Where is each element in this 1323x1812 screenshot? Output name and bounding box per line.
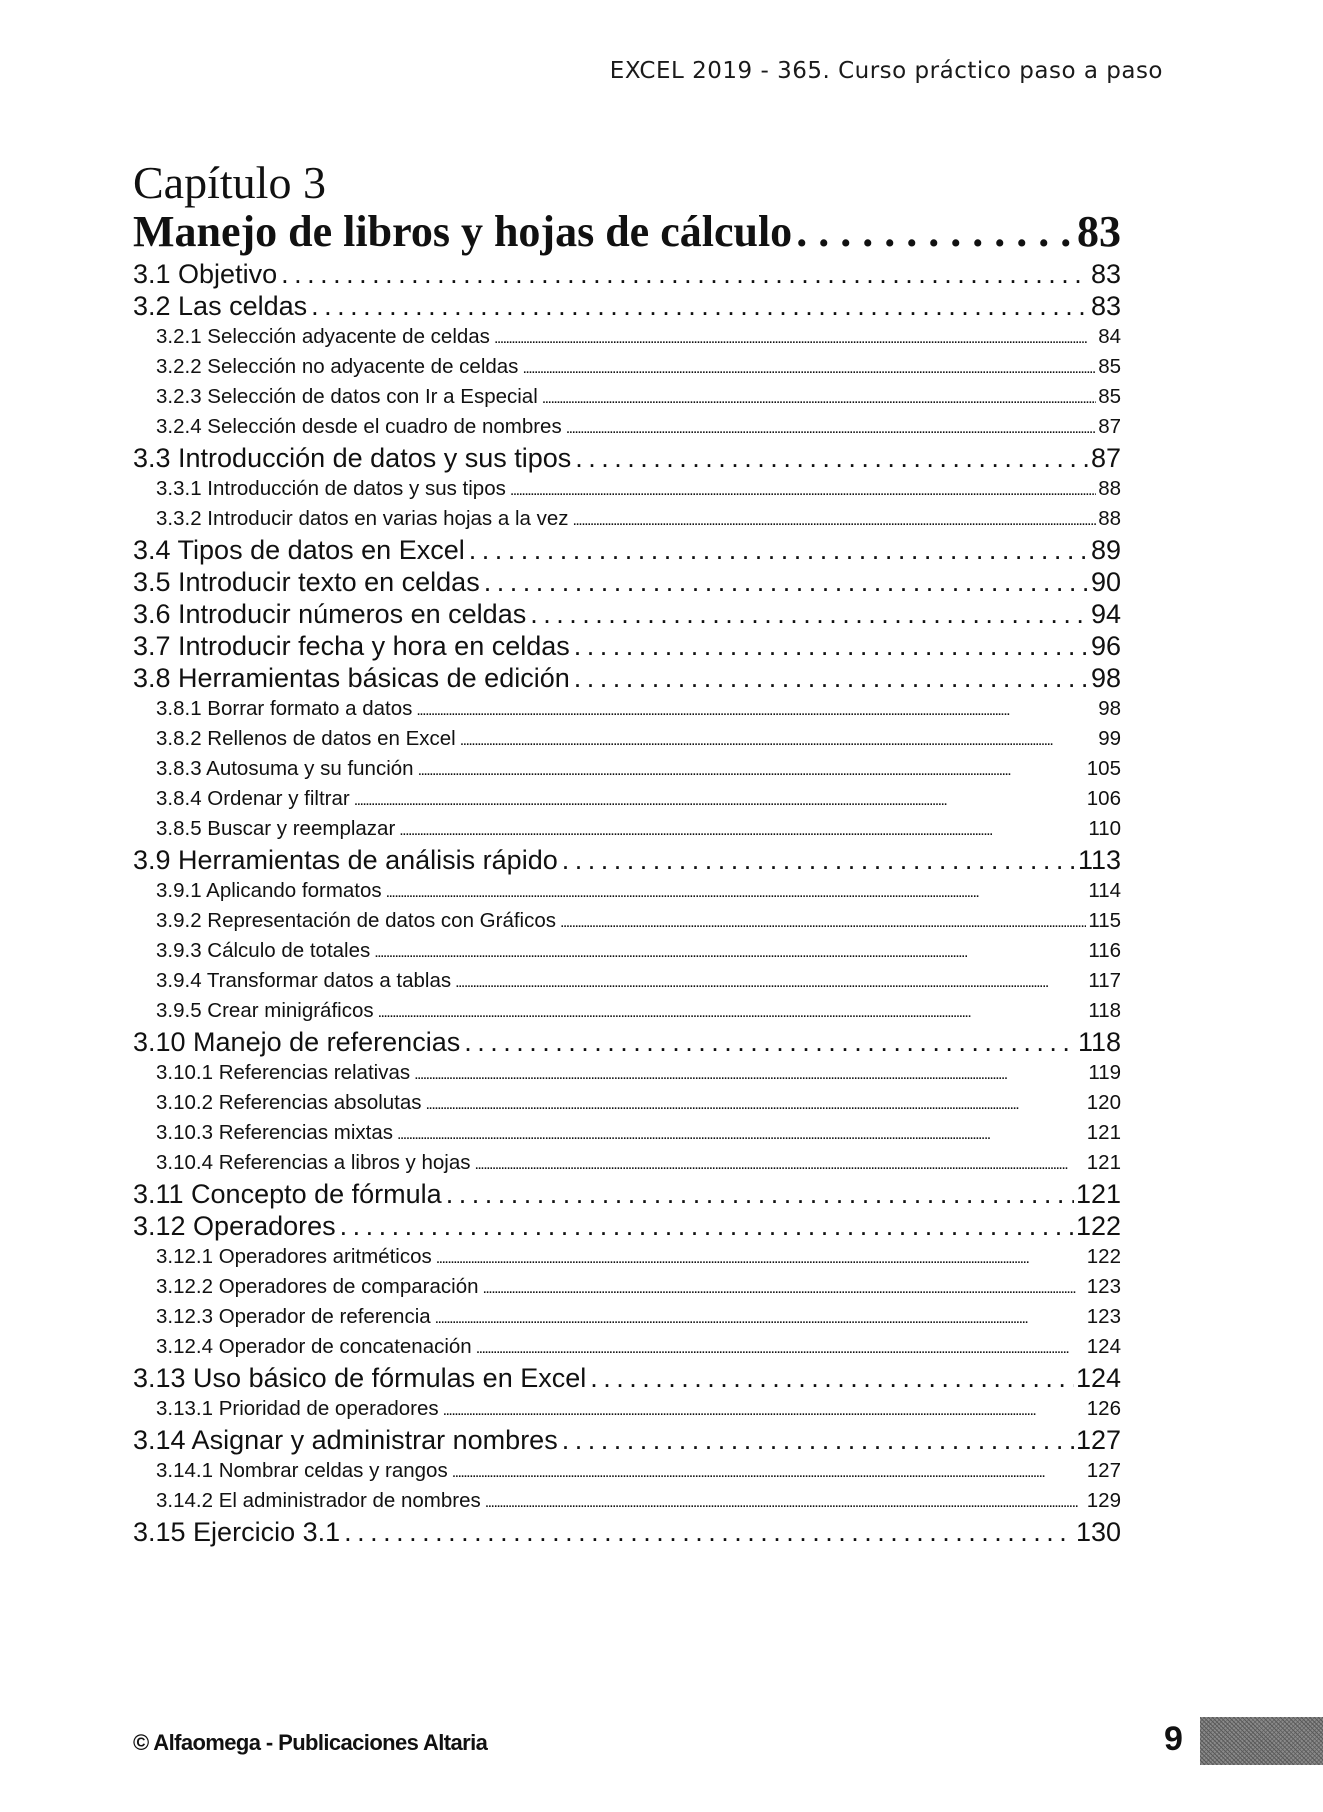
toc-subsection-entry bbox=[133, 1486, 1121, 1516]
toc-dot-leader bbox=[436, 1242, 1085, 1272]
toc-subsection-entry bbox=[133, 504, 1121, 534]
toc-dot-leader bbox=[281, 258, 1089, 290]
toc-subsection-entry bbox=[133, 1332, 1121, 1362]
toc-subsection-entry bbox=[133, 814, 1121, 844]
toc-entry-title: 3.8.1 Borrar formato a datos bbox=[156, 697, 413, 720]
toc-chapter-entry bbox=[133, 206, 1121, 258]
toc-entry-page: 83 bbox=[1090, 291, 1121, 321]
toc-subsection-entry bbox=[133, 412, 1121, 442]
toc-subsection-entry bbox=[133, 966, 1121, 996]
toc-dot-leader bbox=[475, 1148, 1085, 1178]
toc-dot-leader bbox=[476, 1332, 1085, 1362]
toc-entry-page: 117 bbox=[1088, 969, 1121, 992]
toc-entry-title: 3.12.4 Operador de concatenación bbox=[156, 1335, 472, 1358]
toc-entry-title: 3.8 Herramientas básicas de edición bbox=[133, 663, 570, 693]
toc-dot-leader bbox=[426, 1088, 1085, 1118]
toc-dot-leader bbox=[460, 724, 1096, 754]
toc-section-entry bbox=[133, 1178, 1121, 1210]
toc-dot-leader bbox=[464, 1026, 1076, 1058]
toc-entry-page: 121 bbox=[1086, 1151, 1121, 1174]
toc-dot-leader bbox=[484, 566, 1089, 598]
toc-dot-leader bbox=[311, 290, 1089, 322]
toc-entry-title: 3.15 Ejercicio 3.1 bbox=[133, 1517, 341, 1547]
toc-entry-page: 94 bbox=[1090, 599, 1121, 629]
toc-entry-title: 3.9 Herramientas de análisis rápido bbox=[133, 845, 558, 875]
toc-dot-leader bbox=[418, 754, 1085, 784]
toc-section-entry bbox=[133, 1026, 1121, 1058]
toc-entry-title: 3.10.3 Referencias mixtas bbox=[156, 1121, 394, 1144]
toc-entry-title: 3.8.2 Rellenos de datos en Excel bbox=[156, 727, 456, 750]
toc-entry-page: 116 bbox=[1088, 939, 1121, 962]
toc-entry-page: 89 bbox=[1090, 535, 1121, 565]
toc-subsection-entry bbox=[133, 754, 1121, 784]
toc-entry-title: 3.9.3 Cálculo de totales bbox=[156, 939, 371, 962]
toc-subsection-entry bbox=[133, 352, 1121, 382]
toc-entry-page: 119 bbox=[1088, 1061, 1121, 1084]
toc-entry-page: 121 bbox=[1075, 1179, 1121, 1209]
toc-dot-leader bbox=[483, 1272, 1085, 1302]
toc-subsection-entry bbox=[133, 1148, 1121, 1178]
toc-dot-leader bbox=[562, 844, 1076, 876]
toc-dot-leader bbox=[399, 814, 1086, 844]
toc-section-entry bbox=[133, 534, 1121, 566]
toc-entry-title: 3.14.1 Nombrar celdas y rangos bbox=[156, 1459, 448, 1482]
toc-entry-page: 106 bbox=[1086, 787, 1121, 810]
toc-dot-leader bbox=[344, 1516, 1074, 1548]
toc-entry-title: Manejo de libros y hojas de cálculo bbox=[133, 207, 793, 256]
toc-entry-title: 3.14 Asignar y administrar nombres bbox=[133, 1425, 558, 1455]
toc-entry-title: 3.9.2 Representación de datos con Gráficos bbox=[156, 909, 556, 932]
toc-entry-title: 3.3 Introducción de datos y sus tipos bbox=[133, 443, 572, 473]
toc-subsection-entry bbox=[133, 1302, 1121, 1332]
toc-entry-title: 3.10.1 Referencias relativas bbox=[156, 1061, 411, 1084]
toc-dot-leader bbox=[566, 412, 1096, 442]
toc-dot-leader bbox=[522, 352, 1096, 382]
toc-entry-page: 83 bbox=[1090, 259, 1121, 289]
toc-entry-page: 85 bbox=[1098, 355, 1121, 378]
toc-dot-leader bbox=[452, 1456, 1085, 1486]
toc-entry-page: 113 bbox=[1077, 845, 1121, 875]
toc-entry-page: 118 bbox=[1077, 1027, 1121, 1057]
toc-dot-leader bbox=[573, 504, 1097, 534]
toc-entry-title: 3.2.1 Selección adyacente de celdas bbox=[156, 325, 490, 348]
toc-subsection-entry bbox=[133, 1394, 1121, 1424]
toc-entry-title: 3.2.4 Selección desde el cuadro de nombres bbox=[156, 415, 562, 438]
toc-section-entry bbox=[133, 1362, 1121, 1394]
toc-entry-page: 96 bbox=[1090, 631, 1121, 661]
table-of-contents bbox=[133, 206, 1121, 1548]
toc-dot-leader bbox=[574, 662, 1089, 694]
toc-entry-page: 123 bbox=[1086, 1275, 1121, 1298]
toc-subsection-entry bbox=[133, 382, 1121, 412]
toc-entry-title: 3.8.5 Buscar y reemplazar bbox=[156, 817, 396, 840]
toc-subsection-entry bbox=[133, 322, 1121, 352]
chapter-label: Capítulo 3 bbox=[133, 157, 326, 208]
toc-dot-leader bbox=[575, 442, 1089, 474]
toc-dot-leader bbox=[494, 322, 1096, 352]
toc-entry-page: 130 bbox=[1075, 1517, 1121, 1547]
toc-section-entry bbox=[133, 1210, 1121, 1242]
toc-entry-title: 3.13.1 Prioridad de operadores bbox=[156, 1397, 439, 1420]
toc-entry-page: 110 bbox=[1088, 817, 1121, 840]
toc-entry-page: 115 bbox=[1088, 909, 1121, 932]
toc-subsection-entry bbox=[133, 1118, 1121, 1148]
running-header: EXCEL 2019 - 365. Curso práctico paso a paso bbox=[609, 58, 1163, 84]
toc-entry-title: 3.3.2 Introducir datos en varias hojas a la vez bbox=[156, 507, 569, 530]
toc-entry-page: 127 bbox=[1075, 1425, 1121, 1455]
toc-dot-leader bbox=[397, 1118, 1085, 1148]
toc-entry-page: 122 bbox=[1075, 1211, 1121, 1241]
toc-entry-title: 3.1 Objetivo bbox=[133, 259, 278, 289]
toc-entry-title: 3.3.1 Introducción de datos y sus tipos bbox=[156, 477, 506, 500]
toc-section-entry bbox=[133, 442, 1121, 474]
toc-dot-leader bbox=[510, 474, 1096, 504]
toc-entry-title: 3.11 Concepto de fórmula bbox=[133, 1179, 442, 1209]
toc-entry-page: 83 bbox=[1077, 207, 1121, 256]
toc-entry-title: 3.6 Introducir números en celdas bbox=[133, 599, 527, 629]
toc-entry-title: 3.12.1 Operadores aritméticos bbox=[156, 1245, 432, 1268]
toc-entry-page: 121 bbox=[1086, 1121, 1121, 1144]
toc-entry-page: 84 bbox=[1098, 325, 1121, 348]
toc-entry-page: 120 bbox=[1086, 1091, 1121, 1114]
toc-dot-leader bbox=[340, 1210, 1074, 1242]
toc-entry-title: 3.10.4 Referencias a libros y hojas bbox=[156, 1151, 471, 1174]
toc-entry-page: 127 bbox=[1086, 1459, 1121, 1482]
toc-entry-title: 3.8.4 Ordenar y filtrar bbox=[156, 787, 350, 810]
toc-dot-leader bbox=[455, 966, 1086, 996]
toc-entry-title: 3.12 Operadores bbox=[133, 1211, 336, 1241]
toc-subsection-entry bbox=[133, 936, 1121, 966]
toc-subsection-entry bbox=[133, 1272, 1121, 1302]
toc-entry-title: 3.2.2 Selección no adyacente de celdas bbox=[156, 355, 519, 378]
toc-entry-title: 3.2 Las celdas bbox=[133, 291, 308, 321]
toc-entry-page: 90 bbox=[1090, 567, 1121, 597]
page-edge-tab bbox=[1200, 1717, 1323, 1765]
toc-subsection-entry bbox=[133, 996, 1121, 1026]
toc-entry-title: 3.5 Introducir texto en celdas bbox=[133, 567, 480, 597]
toc-dot-leader bbox=[443, 1394, 1085, 1424]
toc-dot-leader bbox=[435, 1302, 1085, 1332]
toc-entry-page: 88 bbox=[1098, 507, 1121, 530]
toc-entry-title: 3.2.3 Selección de datos con Ir a Especial bbox=[156, 385, 538, 408]
toc-dot-leader bbox=[414, 1058, 1086, 1088]
toc-section-entry bbox=[133, 630, 1121, 662]
toc-entry-page: 122 bbox=[1086, 1245, 1121, 1268]
toc-dot-leader bbox=[354, 784, 1085, 814]
toc-subsection-entry bbox=[133, 1456, 1121, 1486]
toc-entry-page: 105 bbox=[1086, 757, 1121, 780]
toc-subsection-entry bbox=[133, 1088, 1121, 1118]
toc-dot-leader bbox=[562, 1424, 1074, 1456]
toc-subsection-entry bbox=[133, 876, 1121, 906]
toc-section-entry bbox=[133, 598, 1121, 630]
toc-entry-title: 3.10.2 Referencias absolutas bbox=[156, 1091, 422, 1114]
toc-section-entry bbox=[133, 844, 1121, 876]
toc-dot-leader bbox=[485, 1486, 1085, 1516]
toc-dot-leader bbox=[796, 206, 1075, 258]
toc-section-entry bbox=[133, 1516, 1121, 1548]
toc-dot-leader bbox=[542, 382, 1096, 412]
toc-dot-leader bbox=[590, 1362, 1074, 1394]
toc-dot-leader bbox=[574, 630, 1089, 662]
toc-entry-page: 99 bbox=[1098, 727, 1121, 750]
toc-entry-page: 87 bbox=[1090, 443, 1121, 473]
toc-dot-leader bbox=[560, 906, 1086, 936]
toc-subsection-entry bbox=[133, 724, 1121, 754]
toc-entry-title: 3.9.4 Transformar datos a tablas bbox=[156, 969, 452, 992]
toc-subsection-entry bbox=[133, 1058, 1121, 1088]
toc-entry-page: 118 bbox=[1088, 999, 1121, 1022]
toc-entry-title: 3.14.2 El administrador de nombres bbox=[156, 1489, 481, 1512]
toc-entry-page: 124 bbox=[1075, 1363, 1121, 1393]
toc-entry-page: 124 bbox=[1086, 1335, 1121, 1358]
toc-entry-page: 114 bbox=[1088, 879, 1121, 902]
toc-section-entry bbox=[133, 662, 1121, 694]
toc-section-entry bbox=[133, 1424, 1121, 1456]
toc-entry-page: 87 bbox=[1098, 415, 1121, 438]
toc-subsection-entry bbox=[133, 694, 1121, 724]
toc-dot-leader bbox=[530, 598, 1089, 630]
toc-subsection-entry bbox=[133, 906, 1121, 936]
toc-entry-page: 126 bbox=[1086, 1397, 1121, 1420]
publisher-credit: © Alfaomega - Publicaciones Altaria bbox=[133, 1730, 488, 1755]
toc-dot-leader bbox=[416, 694, 1096, 724]
toc-dot-leader bbox=[374, 936, 1086, 966]
toc-entry-title: 3.12.2 Operadores de comparación bbox=[156, 1275, 479, 1298]
toc-entry-title: 3.8.3 Autosuma y su función bbox=[156, 757, 414, 780]
toc-entry-title: 3.9.5 Crear minigráficos bbox=[156, 999, 374, 1022]
toc-subsection-entry bbox=[133, 474, 1121, 504]
toc-entry-title: 3.13 Uso básico de fórmulas en Excel bbox=[133, 1363, 587, 1393]
toc-subsection-entry bbox=[133, 1242, 1121, 1272]
toc-entry-page: 88 bbox=[1098, 477, 1121, 500]
toc-dot-leader bbox=[378, 996, 1087, 1026]
toc-entry-page: 129 bbox=[1086, 1489, 1121, 1512]
toc-dot-leader bbox=[469, 534, 1089, 566]
toc-section-entry bbox=[133, 566, 1121, 598]
toc-section-entry bbox=[133, 290, 1121, 322]
toc-subsection-entry bbox=[133, 784, 1121, 814]
toc-entry-page: 85 bbox=[1098, 385, 1121, 408]
toc-entry-page: 123 bbox=[1086, 1305, 1121, 1328]
toc-entry-title: 3.10 Manejo de referencias bbox=[133, 1027, 461, 1057]
toc-entry-title: 3.12.3 Operador de referencia bbox=[156, 1305, 431, 1328]
toc-dot-leader bbox=[386, 876, 1087, 906]
toc-entry-page: 98 bbox=[1090, 663, 1121, 693]
toc-entry-page: 98 bbox=[1098, 697, 1121, 720]
toc-entry-title: 3.4 Tipos de datos en Excel bbox=[133, 535, 465, 565]
toc-section-entry bbox=[133, 258, 1121, 290]
toc-entry-title: 3.7 Introducir fecha y hora en celdas bbox=[133, 631, 570, 661]
page-number: 9 bbox=[1164, 1720, 1183, 1758]
toc-entry-title: 3.9.1 Aplicando formatos bbox=[156, 879, 382, 902]
toc-dot-leader bbox=[446, 1178, 1074, 1210]
